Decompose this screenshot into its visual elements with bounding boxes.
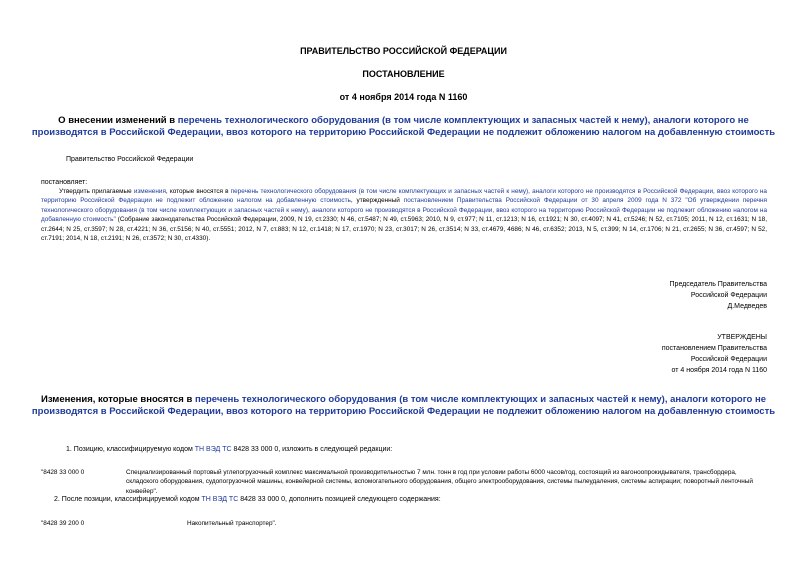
title-prefix: О внесении изменений в	[58, 115, 178, 126]
authority-heading: ПРАВИТЕЛЬСТВО РОССИЙСКОЙ ФЕДЕРАЦИИ	[300, 46, 507, 56]
approval-line-4: от 4 ноября 2014 года N 1160	[671, 367, 767, 374]
resolution-372-link[interactable]: постановлением Правительства Российской Федерации от 30 апреля 2009 года N 372 "Об утверждении перечня технологического оборудования (в том числе комплектующих и запасных частей к нему), аналоги которого не производятся в Российской Федерации, ввоз которого на территорию Российской Федерации не подлежит обложению налогом на добавленную стоимость"	[41, 197, 768, 224]
item-1-text	[66, 446, 392, 453]
approval-block	[662, 332, 767, 376]
item-1-a: 1. Позицию, классифицируемую кодом	[66, 446, 195, 453]
p1-text-b: , которые вносятся в	[165, 188, 231, 195]
government-text: Правительство Российской Федерации	[66, 156, 194, 163]
item-1-b: 8428 33 000 0, изложить в следующей редакции:	[231, 446, 393, 453]
doc-type-heading: ПОСТАНОВЛЕНИЕ	[362, 69, 445, 79]
description-2: Накопительный транспортер".	[187, 520, 277, 527]
date-number-heading: от 4 ноября 2014 года N 1160	[339, 92, 468, 102]
changes-title-prefix: Изменения, которые вносятся в	[40, 394, 195, 405]
description-1: Специализированный портовый углепогрузочный комплекс максимальной производительностью 7 млн. тонн в год при условии работы 6000 часов/год, состоящий из вагоноопрокидывателя, трансбордера, складского оборудования, судопогрузочной машины, конвейерной системы, вспомогательного оборудования, общего электрооборудования, системы пылеудаления, системы аспирации; поворотный ленточный конвейер".	[126, 469, 753, 495]
signature-name: Д.Медведев	[727, 303, 767, 310]
paragraph-1	[41, 187, 767, 243]
item-2-b: 8428 33 000 0, дополнить позицией следующего содержания:	[238, 496, 441, 503]
item-2-a: 2. После позиции, классифицируемой кодом	[54, 496, 202, 503]
title-link-list[interactable]: перечень технологического оборудования (в том числе комплектующих и запасных частей к нему), аналоги которого не производятся в Российской Федерации, ввоз которого на территорию Российской Федерации не подлежит обложению налогом на добавленную стоимость	[31, 115, 776, 138]
p1-text-a: Утвердить прилагаемые	[59, 188, 134, 195]
resolves-text: постановляет:	[41, 179, 88, 186]
changes-link[interactable]: изменения	[133, 188, 166, 195]
code-1: "8428 33 000 0	[41, 469, 85, 476]
signature-block	[670, 279, 767, 312]
tnved-link-2[interactable]: ТН ВЭД ТС	[201, 496, 239, 503]
resolution-title	[30, 115, 777, 139]
changes-title	[30, 394, 777, 418]
signature-role-2: Российской Федерации	[690, 292, 767, 299]
approval-line-2: постановлением Правительства	[661, 345, 767, 352]
tnved-link-1[interactable]: ТН ВЭД ТС	[194, 446, 232, 453]
p1-text-c: , утвержденный	[350, 197, 404, 205]
list-link[interactable]: перечень технологического оборудования (в том числе комплектующих и запасных частей к нему), аналоги которого не производятся в Российской Федерации, ввоз которого на территорию Российской Федерации не подлежит обложению налогом на добавленную стоимость	[41, 188, 767, 205]
item-2-text	[54, 496, 441, 503]
code-2: "8428 39 200 0	[41, 520, 85, 527]
approval-line-3: Российской Федерации	[690, 356, 767, 363]
signature-role-1: Председатель Правительства	[669, 281, 767, 288]
p1-text-d: (Собрание законодательства Российской Федерации, 2009, N 19, ст.2330; N 46, ст.5487; N 49, ст.5963; 2010, N 9, ст.977; N 11, ст.1213; N 16, ст.1921; N 30, ст.4097; N 41, ст.5246; N 52, ст.7105; 2011, N 12, ст.1631; N 18, ст.2644; N 25, ст.3597; N 28, ст.4221; N 36, ст.5156; N 40, ст.5551; 2012, N 7, ст.883; N 12, ст.1418; N 17, ст.1970; N 23, ст.3017; N 26, ст.3514; N 33, ст.4679, 4686; N 46, ст.6352; 2013, N 5, ст.399; N 14, ст.1706; N 21, ст.2655; N 36, ст.4597; N 52, ст.7191; 2014, N 18, ст.2191; N 26, ст.3572; N 30, ст.4330).	[41, 216, 768, 243]
changes-title-link[interactable]: перечень технологического оборудования (в том числе комплектующих и запасных частей к нему), аналоги которого не производятся в Российской Федерации, ввоз которого на территорию Российской Федерации не подлежит обложению налогом на добавленную стоимость	[31, 394, 776, 417]
approval-line-1: УТВЕРЖДЕНЫ	[717, 334, 767, 341]
